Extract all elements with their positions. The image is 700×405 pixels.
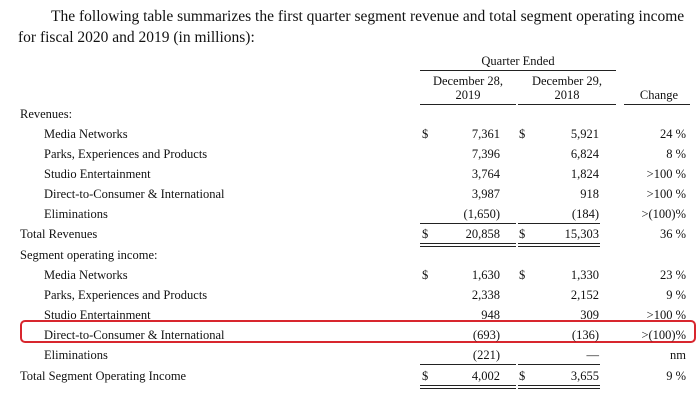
header-col2-line2: 2018 <box>554 88 580 102</box>
row-label: Parks, Experiences and Products <box>44 147 208 161</box>
change-value: 8 % <box>666 147 686 161</box>
value-2018: — <box>586 348 599 362</box>
change-value: 24 % <box>659 127 686 141</box>
dollar-sign: $ <box>422 127 429 141</box>
value-2018: 2,152 <box>570 288 599 302</box>
subtotal-rule-col2 <box>518 223 600 224</box>
change-value: >100 % <box>646 187 686 201</box>
row-label: Eliminations <box>44 348 108 362</box>
header-underline-col1 <box>420 104 516 105</box>
total-double-rule-col1-a <box>420 243 516 244</box>
row-label: Studio Entertainment <box>44 167 151 181</box>
row-label: Direct-to-Consumer & International <box>44 187 225 201</box>
row-label: Total Revenues <box>20 227 98 241</box>
value-2019: 3,987 <box>471 187 500 201</box>
row-label: Direct-to-Consumer & International <box>44 328 225 342</box>
value-2019: 4,002 <box>471 369 500 383</box>
dollar-sign: $ <box>519 268 526 282</box>
change-value: 9 % <box>666 369 686 383</box>
row-label: Eliminations <box>44 207 108 221</box>
total-double-rule-col2-b <box>518 388 600 389</box>
header-change: Change <box>639 88 679 102</box>
row-label: Segment operating income: <box>20 248 158 262</box>
change-value: >(100)% <box>641 328 686 342</box>
value-2018: 1,824 <box>570 167 599 181</box>
value-2018: (184) <box>571 207 599 221</box>
change-value: >(100)% <box>641 207 686 221</box>
change-value: 23 % <box>659 268 686 282</box>
value-2019: (693) <box>472 328 500 342</box>
value-2019: 2,338 <box>471 288 500 302</box>
subtotal-rule-col2 <box>518 364 600 365</box>
value-2019: (221) <box>472 348 500 362</box>
value-2018: 918 <box>580 187 599 201</box>
header-divider <box>420 70 616 71</box>
total-double-rule-col1-b <box>420 246 516 247</box>
header-col1-line2: 2019 <box>455 88 481 102</box>
dollar-sign: $ <box>519 369 526 383</box>
dollar-sign: $ <box>519 127 526 141</box>
row-label: Studio Entertainment <box>44 308 151 322</box>
row-label: Media Networks <box>44 268 128 282</box>
row-label: Total Segment Operating Income <box>20 369 187 383</box>
header-col1-line1: December 28, <box>432 74 504 88</box>
subtotal-rule-col1 <box>420 223 516 224</box>
total-double-rule-col2-b <box>518 246 600 247</box>
dollar-sign: $ <box>422 268 429 282</box>
change-value: 9 % <box>666 288 686 302</box>
subtotal-rule-col1 <box>420 364 516 365</box>
dollar-sign: $ <box>422 227 429 241</box>
total-double-rule-col2-a <box>518 385 600 386</box>
change-value: >100 % <box>646 308 686 322</box>
value-2019: 948 <box>481 308 500 322</box>
dollar-sign: $ <box>422 369 429 383</box>
row-label: Media Networks <box>44 127 128 141</box>
dollar-sign: $ <box>519 227 526 241</box>
value-2018: 5,921 <box>570 127 599 141</box>
change-value: nm <box>670 348 686 362</box>
value-2019: 7,361 <box>471 127 500 141</box>
value-2018: 1,330 <box>570 268 599 282</box>
change-value: 36 % <box>659 227 686 241</box>
value-2018: 15,303 <box>564 227 599 241</box>
total-double-rule-col1-b <box>420 388 516 389</box>
row-label: Revenues: <box>20 107 73 121</box>
row-label: Parks, Experiences and Products <box>44 288 208 302</box>
value-2018: 6,824 <box>570 147 599 161</box>
value-2018: 3,655 <box>570 369 599 383</box>
value-2018: (136) <box>571 328 599 342</box>
change-value: >100 % <box>646 167 686 181</box>
value-2018: 309 <box>580 308 599 322</box>
header-underline-col2 <box>518 104 616 105</box>
intro-paragraph: The following table summarizes the first quarter segment revenue and total segment operating income for fiscal 2020 and 2019 (in millions): <box>18 8 685 46</box>
value-2019: 7,396 <box>471 147 500 161</box>
total-double-rule-col1-a <box>420 385 516 386</box>
value-2019: 3,764 <box>471 167 500 181</box>
value-2019: 1,630 <box>471 268 500 282</box>
value-2019: 20,858 <box>465 227 500 241</box>
total-double-rule-col2-a <box>518 243 600 244</box>
value-2019: (1,650) <box>463 207 500 221</box>
header-quarter-ended: Quarter Ended <box>481 54 555 68</box>
header-underline-change <box>624 104 690 105</box>
header-col2-line1: December 29, <box>531 74 603 88</box>
